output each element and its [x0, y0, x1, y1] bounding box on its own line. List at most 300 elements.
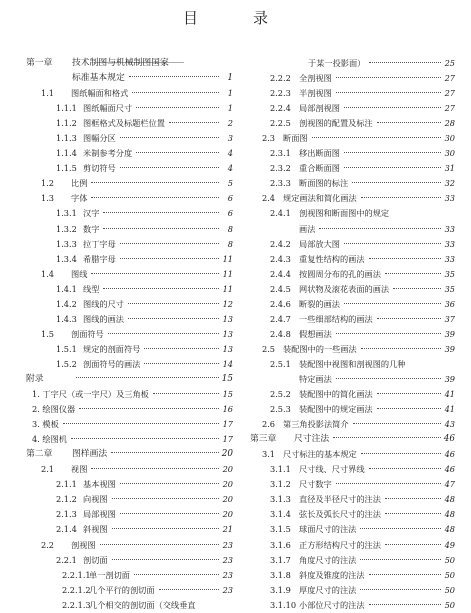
toc-entry [250, 387, 455, 402]
toc-title: 目 录 [182, 9, 288, 27]
toc-entry-title: 全剖视图 [299, 73, 332, 84]
toc-entry-page: 35 [444, 268, 455, 279]
toc-entry-title: 局部视图 [83, 509, 116, 520]
toc-entry-page: 11 [222, 283, 233, 294]
toc-entry-body [83, 237, 233, 252]
toc-entry [26, 176, 233, 191]
toc-entry-title: 正方形结构尺寸的注法 [299, 539, 381, 550]
toc-entry-number: 2.4 [262, 193, 276, 204]
toc-entry-page: 6 [227, 193, 233, 204]
toc-entry-body [83, 206, 233, 221]
toc-entry-title: 比例 [71, 178, 88, 189]
dot-leader [360, 528, 441, 529]
toc-entry-title: 视图 [71, 464, 88, 475]
toc-entry-body [71, 267, 233, 282]
toc-entry-page: 8 [227, 223, 233, 234]
toc-entry-number: 1.4.3 [56, 313, 77, 324]
toc-entry [250, 191, 455, 206]
toc-entry-title: 技术制图与机械制图国家 [72, 58, 169, 68]
dot-leader [344, 152, 441, 153]
toc-entry-page: 4 [227, 163, 233, 174]
toc-entry [26, 538, 233, 553]
toc-entry [26, 387, 233, 402]
toc-entry-page: 11 [222, 253, 233, 264]
dot-leader [361, 348, 441, 349]
toc-entry-number: 2.6 [262, 419, 276, 430]
dot-leader [377, 122, 441, 123]
toc-entry-page: 39 [444, 373, 455, 384]
toc-entry-number: 3.1.7 [270, 554, 291, 565]
toc-entry-title: 小部位尺寸的注法 [299, 599, 365, 610]
toc-entry [26, 477, 233, 492]
toc-entry-page: 23 [222, 554, 233, 565]
toc-entry-page: 25 [444, 58, 455, 68]
toc-entry-title: 图线的尺寸 [83, 298, 124, 309]
toc-right-column [250, 56, 455, 613]
toc-entry-title: 局部剖视图 [299, 103, 340, 114]
toc-entry-number: 2.2.2 [270, 73, 291, 84]
toc-entry-page: 27 [444, 88, 455, 99]
toc-entry [26, 222, 233, 237]
toc-entry-body [71, 191, 233, 206]
toc-entry [250, 357, 455, 372]
toc-entry-body [299, 237, 455, 252]
toc-entry [250, 598, 455, 613]
toc-entry-body [299, 507, 455, 522]
toc-entry-body [72, 447, 233, 462]
toc-entry [250, 477, 455, 492]
toc-entry-page: 31 [444, 163, 455, 174]
toc-entry-title: 向视图 [83, 494, 108, 505]
toc-entry-number: 2.5 [262, 343, 276, 354]
toc-entry [26, 598, 233, 613]
toc-entry-number: 3.1.2 [270, 479, 291, 490]
dot-leader [377, 318, 441, 319]
toc-entry-body [32, 402, 233, 417]
toc-entry [26, 492, 233, 507]
toc-entry-body [71, 327, 233, 342]
toc-entry [250, 553, 455, 568]
toc-entry-body [299, 553, 455, 568]
toc-entry-body [299, 583, 455, 598]
toc-entry-page: 50 [444, 599, 455, 610]
toc-entry [26, 206, 233, 221]
dot-leader [336, 378, 441, 379]
toc-entry-body [299, 86, 455, 101]
toc-entry [26, 116, 233, 131]
toc-entry-title: 剪切符号 [83, 163, 116, 174]
toc-entry-title: 图线的画法 [83, 313, 124, 324]
toc-entry-page: 1 [227, 73, 233, 84]
toc-entry [250, 71, 455, 86]
dot-leader [128, 303, 219, 304]
toc-entry-page: 32 [444, 178, 455, 189]
toc-entry [26, 357, 233, 372]
toc-entry [250, 342, 455, 357]
toc-entry [250, 282, 455, 297]
toc-entry [250, 447, 455, 462]
toc-entry [250, 462, 455, 477]
toc-entry-body [299, 282, 455, 297]
toc-entry-page: 48 [444, 509, 455, 520]
toc-entry-title: 图线 [71, 268, 88, 279]
toc-entry-page: 15 [221, 373, 233, 384]
toc-entry-title: 尺寸数字 [299, 479, 332, 490]
toc-entry-number: 3.1.3 [270, 494, 291, 505]
dot-leader [103, 212, 219, 213]
dot-leader [353, 423, 441, 424]
toc-entry-number: 1.1 [41, 88, 55, 99]
toc-entry-body [299, 71, 455, 86]
dot-leader [361, 453, 441, 454]
toc-entry-number: 2.1.4 [56, 524, 77, 535]
toc-entry-page: 27 [444, 73, 455, 84]
toc-entry-number: 2.2.5 [270, 118, 291, 129]
dot-leader [76, 377, 219, 378]
dot-leader [312, 137, 441, 138]
toc-entry-number: 2.2.1.2 [62, 584, 91, 595]
toc-entry [26, 327, 233, 342]
toc-entry-page: 39 [444, 343, 455, 354]
toc-entry [250, 206, 455, 221]
toc-entry-body [72, 56, 233, 71]
toc-entry-title: 网状物及滚花表面的画法 [299, 283, 390, 294]
toc-entry-title: 规定的剖面符号 [83, 343, 141, 354]
dot-leader [128, 318, 219, 319]
toc-entry-page: 11 [222, 268, 233, 279]
toc-entry-page: 46 [444, 464, 455, 475]
toc-entry [26, 402, 233, 417]
toc-entry-number: 2.2.1.1 [62, 569, 91, 580]
toc-entry-title: 剖切面 [83, 554, 108, 565]
toc-entry-number: 2.3.1 [270, 148, 291, 159]
toc-entry-body [299, 598, 455, 613]
toc-entry-number: 2.4.6 [270, 298, 291, 309]
toc-entry-number: 1.1.1 [56, 103, 77, 114]
dot-leader [120, 513, 219, 514]
toc-entry-body [299, 538, 455, 553]
dot-leader [336, 483, 441, 484]
toc-entry-page: 46 [443, 434, 455, 445]
toc-entry-page: 33 [444, 238, 455, 249]
toc-entry [26, 507, 233, 522]
toc-entry-body [32, 432, 233, 447]
toc-entry-number: 2.2.3 [270, 88, 291, 99]
toc-entry-title: 几个平行的剖切面 [89, 584, 155, 595]
toc-entry-page: 37 [444, 313, 455, 324]
toc-entry-body [83, 342, 233, 357]
toc-entry-body [299, 267, 455, 282]
toc-entry-page: 3 [227, 133, 233, 144]
dot-leader [385, 544, 441, 545]
toc-entry-page: 15 [222, 389, 233, 400]
toc-entry-body [294, 432, 455, 447]
toc-entry-body [83, 553, 233, 568]
toc-entry [250, 402, 455, 417]
toc-entry-page: 47 [444, 479, 455, 490]
toc-entry [26, 71, 233, 86]
toc-entry-page: 20 [222, 509, 233, 520]
toc-entry-title: 装配图中的简化画法 [299, 389, 373, 400]
toc-entry-body [32, 387, 233, 402]
dot-leader [136, 152, 219, 153]
dot-leader [393, 288, 441, 289]
toc-entry-page: 48 [444, 524, 455, 535]
toc-entry-number: 1.3.1 [56, 208, 77, 219]
toc-entry [26, 252, 233, 267]
toc-entry-body [83, 477, 233, 492]
toc-entry-title: 规定画法和简化画法 [283, 193, 357, 204]
toc-entry [250, 312, 455, 327]
toc-entry-body [299, 161, 455, 176]
dot-leader [385, 498, 441, 499]
toc-entry-body [83, 101, 233, 116]
toc-entry [26, 583, 233, 598]
toc-entry-title: 角度尺寸的注法 [299, 554, 357, 565]
toc-entry-number: 2.4.8 [270, 328, 291, 339]
toc-entry-number: 2.5.1 [270, 358, 291, 369]
toc-entry-number: 3.1.8 [270, 569, 291, 580]
dot-leader [169, 122, 219, 123]
toc-entry [26, 86, 233, 101]
toc-entry-title: 剖视图的配置及标注 [299, 118, 373, 129]
toc-entry-title: 一些细部结构的画法 [299, 313, 373, 324]
toc-entry-title: 图幅分区 [83, 133, 116, 144]
toc-entry-page: 1 [227, 103, 233, 114]
toc-entry-body [71, 462, 233, 477]
toc-entry-title: 斜度及锥度的注法 [299, 569, 365, 580]
toc-entry-number: 2.1 [41, 464, 55, 475]
toc-entry [250, 146, 455, 161]
toc-entry-body [299, 297, 455, 312]
toc-entry-page: 20 [222, 464, 233, 475]
toc-entry-body [283, 131, 455, 146]
toc-entry [250, 417, 455, 432]
toc-entry-number: 2.2 [41, 539, 55, 550]
toc-entry-number: 2.1.3 [56, 509, 77, 520]
toc-entry-number: 1.3.2 [56, 223, 77, 234]
toc-entry-number: 1.3 [41, 193, 55, 204]
toc-entry-title: 图样画法 [72, 449, 108, 460]
toc-entry-body [299, 492, 455, 507]
toc-entry-title: 局部放大图 [299, 238, 340, 249]
toc-entry-page: 23 [222, 569, 233, 580]
toc-entry [26, 342, 233, 357]
dot-leader [111, 452, 219, 453]
toc-entry-number: 第一章 [26, 58, 53, 68]
toc-entry-title: 直径及半径尺寸的注法 [299, 494, 381, 505]
toc-entry-page: 39 [444, 328, 455, 339]
toc-entry-title: 按圆周分布的孔的画法 [299, 268, 381, 279]
toc-entry-page: 17 [222, 419, 233, 430]
toc-entry-body [299, 522, 455, 537]
dot-leader [112, 559, 219, 560]
dot-leader [144, 363, 219, 364]
toc-entry-number: 2.1.2 [56, 494, 77, 505]
toc-entry-title: 4. 绘图机 [32, 434, 67, 445]
toc-entry-body [83, 146, 233, 161]
toc-entry [250, 222, 455, 237]
toc-entry [250, 252, 455, 267]
toc-entry-body [283, 191, 455, 206]
toc-entry-title: 剖视图和断面图中的规定 [299, 208, 390, 219]
toc-entry [250, 297, 455, 312]
toc-entry-title: 汉字 [83, 208, 100, 219]
toc-entry [26, 131, 233, 146]
toc-entry-title: 单一剖切面 [89, 569, 130, 580]
dot-leader [336, 92, 441, 93]
toc-entry [26, 522, 233, 537]
dot-leader [377, 393, 441, 394]
toc-entry-number: 1.5 [41, 328, 55, 339]
toc-entry [250, 492, 455, 507]
toc-entry [26, 297, 233, 312]
dot-leader [385, 273, 441, 274]
toc-entry-body [83, 522, 233, 537]
dot-leader [333, 437, 441, 438]
toc-entry-page: 50 [444, 569, 455, 580]
dot-leader [91, 197, 219, 198]
dot-leader [336, 333, 441, 334]
toc-entry-number: 2.5.3 [270, 404, 291, 415]
toc-entry [250, 538, 455, 553]
toc-entry-page: 8 [227, 238, 233, 249]
toc-entry-body [83, 312, 233, 327]
toc-entry-page: 33 [444, 193, 455, 204]
toc-entry-number: 2.4.3 [270, 253, 291, 264]
toc-entry-number: 1.4.1 [56, 283, 77, 294]
dot-leader [344, 303, 441, 304]
toc-entry-number: 1.4 [41, 268, 55, 279]
toc-entry [250, 507, 455, 522]
dot-leader [144, 348, 219, 349]
toc-entry [250, 116, 455, 131]
toc-entry-title: 希腊字母 [83, 253, 116, 264]
toc-entry-number: 1.3.3 [56, 238, 77, 249]
toc-entry-title: 球面尺寸的注法 [299, 524, 357, 535]
toc-entry-body [32, 417, 233, 432]
toc-entry-number: 2.3.3 [270, 178, 291, 189]
dot-leader [369, 258, 441, 259]
toc-entry-title: 基本视图 [83, 479, 116, 490]
toc-entry-title: 断面图 [283, 133, 308, 144]
dot-leader [134, 574, 219, 575]
toc-entry-number: 1.1.3 [56, 133, 77, 144]
toc-entry-page: 16 [222, 404, 233, 415]
dot-leader [91, 182, 219, 183]
toc-entry [250, 161, 455, 176]
dot-leader [377, 408, 441, 409]
toc-entry-body [283, 417, 455, 432]
dot-leader [120, 243, 219, 244]
toc-entry [26, 267, 233, 282]
toc-entry-title: 图框格式及标题栏位置 [83, 118, 165, 129]
toc-entry [26, 432, 233, 447]
toc-entry-body [283, 447, 455, 462]
toc-entry [26, 568, 233, 583]
toc-entry-page: 35 [444, 283, 455, 294]
dot-leader [120, 258, 219, 259]
toc-entry-number: 2.4.4 [270, 268, 291, 279]
toc-entry-page: 43 [444, 419, 455, 430]
toc-entry [26, 447, 233, 462]
toc-entry [26, 282, 233, 297]
dot-leader [63, 423, 219, 424]
dot-leader [336, 77, 441, 78]
dot-leader [71, 438, 219, 439]
toc-entry [250, 101, 455, 116]
toc-entry-body [299, 387, 455, 402]
toc-entry-body [299, 462, 455, 477]
dot-leader [352, 182, 441, 183]
toc-entry-body [83, 116, 233, 131]
dot-leader [369, 574, 441, 575]
toc-entry-title: 剖面符号的画法 [83, 358, 141, 369]
toc-entry-title: 斜视图 [83, 524, 108, 535]
toc-entry [26, 372, 233, 387]
toc-entry-page: 17 [222, 434, 233, 445]
toc-entry-page: 20 [222, 494, 233, 505]
toc-entry-title: 剖面符号 [71, 328, 104, 339]
toc-entry-page: 30 [444, 133, 455, 144]
toc-entry-page: 27 [444, 103, 455, 114]
toc-entry-page: 33 [444, 223, 455, 234]
toc-entry-page: 12 [222, 298, 233, 309]
toc-entry [250, 568, 455, 583]
toc-entry-body [83, 222, 233, 237]
toc-entry-number: 1.5.2 [56, 358, 77, 369]
toc-entry-body [89, 568, 233, 583]
toc-entry-number: 3.1.10 [270, 599, 297, 610]
toc-entry [26, 553, 233, 568]
toc-entry [26, 101, 233, 116]
toc-entry-body [72, 71, 233, 86]
toc-entry-title: 重复性结构的画法 [299, 253, 365, 264]
toc-entry-body [83, 252, 233, 267]
toc-entry-title: 重合断面图 [299, 163, 340, 174]
toc-entry-body [89, 583, 233, 598]
toc-entry-body [299, 206, 455, 221]
toc-entry-page: 30 [444, 148, 455, 159]
toc-entry-number: 附录 [26, 373, 44, 384]
toc-entry-body [299, 252, 455, 267]
toc-entry-title: 装配图中视图和剖视图的几种 [299, 358, 406, 369]
toc-entry [26, 237, 233, 252]
toc-entry-body [299, 402, 455, 417]
toc-entry-number: 2.4.5 [270, 283, 291, 294]
toc-entry-number: 2.2.1.3 [62, 599, 91, 610]
toc-entry-page: 14 [222, 358, 233, 369]
dot-leader [103, 288, 219, 289]
toc-entry [26, 161, 233, 176]
toc-entry-number: 第二章 [26, 449, 53, 460]
toc-entry-body [299, 327, 455, 342]
dot-leader [112, 528, 219, 529]
toc-entry-title: 标准基本规定 [72, 73, 125, 84]
dot-leader [108, 333, 219, 334]
toc-entry-title: 数字 [83, 223, 100, 234]
toc-entry-page: 13 [222, 313, 233, 324]
dot-leader [136, 107, 219, 108]
dot-leader [344, 167, 441, 168]
toc-entry-number: 2.4.7 [270, 313, 291, 324]
toc-entry-body [83, 507, 233, 522]
toc-entry-page: 13 [222, 343, 233, 354]
toc-entry-number: 2.1.1 [56, 479, 77, 490]
toc-entry-page: 41 [444, 389, 455, 400]
toc-entry-title: 尺寸注法 [294, 434, 330, 445]
toc-entry-title: 拉丁字母 [83, 238, 116, 249]
